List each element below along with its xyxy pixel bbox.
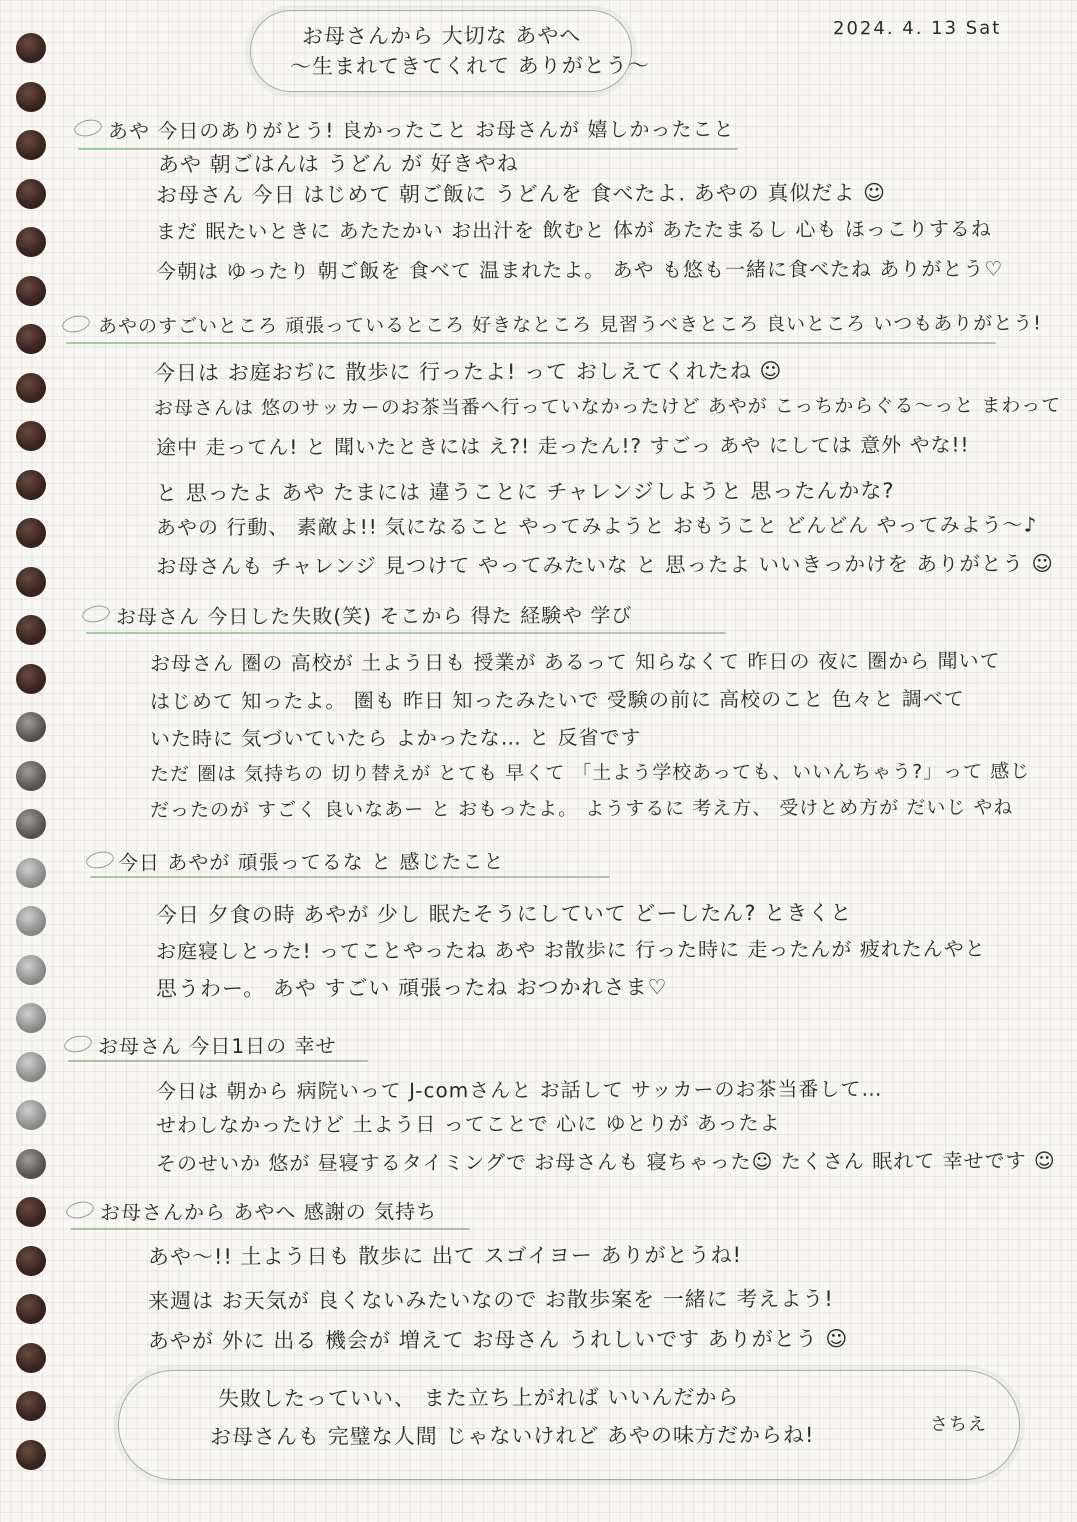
binder-hole [16, 1052, 46, 1082]
binder-hole [16, 130, 46, 160]
section-4-line-3: 思うわー。 あや すごい 頑張ったね おつかれさま♡ [155, 975, 668, 1001]
section-4-bullet [85, 849, 116, 870]
section-2-line-3: 途中 走ってん! と 聞いたときには え?! 走ったん!? すごっ あや にしては 意外 やな!! [155, 432, 970, 460]
binder-hole [16, 1294, 46, 1324]
section-2-bullet [61, 313, 92, 334]
section-3-underline [86, 632, 726, 634]
section-2-line-2: お母さんは 悠のサッカーのお茶当番へ行っていなかったけど あやが こっちからぐる〜っと まわって [153, 394, 1062, 420]
binder-hole [16, 858, 46, 888]
section-2-line-5: あやの 行動、 素敵よ!! 気になること やってみようと おもうこと どんどん やってみよう〜♪ [155, 512, 1038, 540]
section-1-line-2: お母さん 今日 はじめて 朝ご飯に うどんを 食べたよ. あやの 真似だよ ☺ [155, 180, 887, 208]
binder-hole [16, 1391, 46, 1421]
binder-hole [16, 179, 46, 209]
section-3-line-2: はじめて 知ったよ。 圏も 昨日 知ったみたいで 受験の前に 高校のこと 色々と 調べて [149, 686, 965, 714]
binder-hole [16, 518, 46, 548]
section-4-underline [90, 876, 610, 878]
section-2-underline [66, 342, 996, 344]
section-3-bullet [81, 603, 112, 624]
binder-hole [16, 1149, 46, 1179]
section-6-underline [70, 1228, 470, 1230]
binder-hole [16, 276, 46, 306]
binder-hole [16, 227, 46, 257]
closing-line-1: 失敗したっていい、 また立ち上がれば いいんだから [217, 1385, 740, 1411]
section-1-bullet [73, 117, 104, 138]
closing-line-2: お母さんも 完璧な人間 じゃないけれど あやの味方だからね! [209, 1422, 815, 1450]
binder-hole [16, 82, 46, 112]
binder-hole [16, 1003, 46, 1033]
binder-hole [16, 1197, 46, 1227]
section-3-line-5: だったのが すごく 良いなあー と おもったよ。 ようするに 考え方、 受けとめ方が だいじ やね [149, 796, 1014, 822]
title-line-1: お母さんから 大切な あやへ [301, 23, 582, 49]
section-2-line-6: お母さんも チャレンジ 見つけて やってみたいな と 思ったよ いいきっかけを ありがとう ☺ [155, 551, 1054, 579]
section-2-heading: あやのすごいところ 頑張っているところ 好きなところ 見習うべきところ 良いところ いつもありがとう! [97, 312, 1042, 338]
section-1-line-4: 今朝は ゆったり 朝ご飯を 食べて 温まれたよ。 あや も悠も一緒に食べたね ありがとう♡ [155, 256, 1004, 284]
binder-hole [16, 615, 46, 645]
binder-hole [16, 906, 46, 936]
section-5-underline [68, 1060, 368, 1062]
title-line-2: 〜生まれてきてくれて ありがとう〜 [289, 53, 650, 79]
binder-hole [16, 761, 46, 791]
binder-hole [16, 664, 46, 694]
section-6-line-2: 来週は お天気が 良くないみたいなので お散歩案を 一緒に 考えよう! [147, 1286, 834, 1314]
section-6-line-3: あやが 外に 出る 機会が 増えて お母さん うれしいです ありがとう ☺ [147, 1326, 849, 1354]
section-5-line-1: 今日は 朝から 病院いって J-comさんと お話して サッカーのお茶当番して… [155, 1076, 883, 1104]
binder-hole [16, 1343, 46, 1373]
section-4-line-2: お庭寝しとった! ってことやったね あや お散歩に 行った時に 走ったんが 疲れたんやと [155, 936, 986, 964]
section-1-line-3: まだ 眠たいときに あたたかい お出汁を 飲むと 体が あたたまるし 心も ほっこりするね [155, 216, 992, 244]
section-5-line-3: そのせいか 悠が 昼寝するタイミングで お母さんも 寝ちゃった☺ たくさん 眠れて 幸せです ☺ [155, 1148, 1056, 1176]
binder-hole [16, 1440, 46, 1470]
section-2-line-4: と 思ったよ あや たまには 違うことに チャレンジしようと 思ったんかな? [155, 478, 895, 506]
section-4-heading: 今日 あやが 頑張ってるな と 感じたこと [117, 849, 505, 875]
section-5-bullet [63, 1033, 94, 1054]
section-3-heading: お母さん 今日した失敗(笑) そこから 得た 経験や 学び [115, 603, 633, 629]
section-6-line-1: あや〜!! 土よう日も 散歩に 出て スゴイヨー ありがとうね! [147, 1242, 743, 1270]
section-1-heading: あや 今日のありがとう! 良かったこと お母さんが 嬉しかったこと [107, 116, 735, 144]
section-6-bullet [65, 1199, 96, 1220]
section-5-line-2: せわしなかったけど 土よう日 ってことで 心に ゆとりが あったよ [155, 1110, 781, 1138]
binder-hole [16, 324, 46, 354]
binder-hole [16, 470, 46, 500]
binder-hole [16, 1100, 46, 1130]
section-2-line-1: 今日は お庭おぢに 散歩に 行ったよ! って おしえてくれたね ☺ [153, 358, 783, 386]
section-3-line-3: いた時に 気づいていたら よかったな… と 反省です [149, 725, 642, 751]
section-3-line-4: ただ 圏は 気持ちの 切り替えが とても 早くて 「土よう学校あっても、いいんちゃう?」って 感じ [149, 760, 1031, 786]
section-3-line-1: お母さん 圏の 高校が 土よう日も 授業が あるって 知らなくて 昨日の 夜に 圏から 聞いて [149, 648, 1001, 676]
binder-hole [16, 567, 46, 597]
section-1-line-1: あや 朝ごはんは うどん が 好きやね [157, 151, 519, 177]
section-6-heading: お母さんから あやへ 感謝の 気持ち [99, 1199, 438, 1225]
binder-hole [16, 809, 46, 839]
binder-hole [16, 421, 46, 451]
binder-hole [16, 33, 46, 63]
binder-hole [16, 955, 46, 985]
binder-hole [16, 1246, 46, 1276]
signature: さちえ [929, 1413, 988, 1436]
binder-hole [16, 373, 46, 403]
entry-date: 2024. 4. 13 Sat [832, 17, 1002, 40]
section-4-line-1: 今日 夕食の時 あやが 少し 眠たそうにしていて どーしたん? ときくと [155, 900, 853, 928]
section-5-heading: お母さん 今日1日の 幸せ [97, 1033, 337, 1059]
binder-hole [16, 712, 46, 742]
